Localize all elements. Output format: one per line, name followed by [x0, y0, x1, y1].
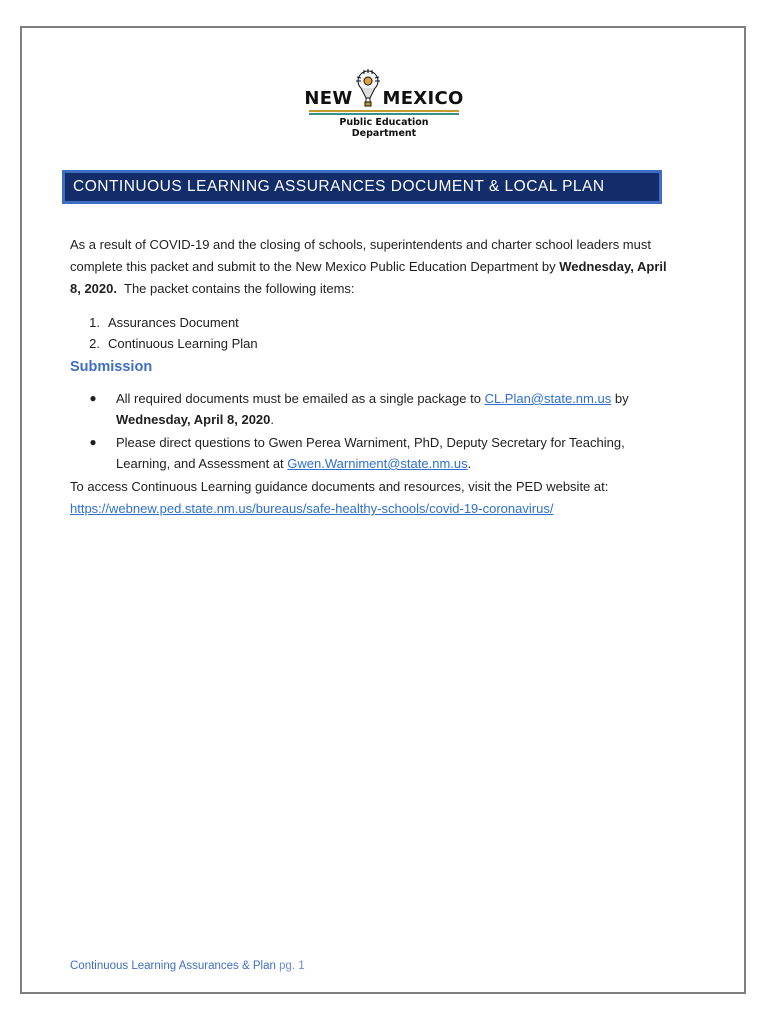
logo-rule-teal	[309, 113, 459, 115]
document-body	[70, 234, 670, 520]
access-paragraph: To access Continuous Learning guidance documents and resources, visit the PED website at:	[70, 479, 609, 494]
bullet-icon: ●	[89, 435, 97, 449]
intro-text: As a result of COVID-19 and the closing of schools, superintendents and charter school leaders must complete this packet and submit to the New Mexico Public Education Department by	[70, 237, 651, 274]
submission-bullets	[70, 388, 670, 474]
logo-word-new: NEW	[304, 88, 353, 109]
cl-plan-email-link[interactable]: CL.Plan@state.nm.us	[484, 391, 612, 406]
bullet1-deadline: Wednesday, April 8, 2020	[116, 412, 271, 427]
page-footer	[70, 960, 305, 972]
list-number: 1.	[89, 315, 100, 330]
bullet1-end: .	[270, 412, 275, 427]
list-item	[70, 312, 670, 333]
zia-balloon-icon	[354, 68, 382, 108]
submission-heading: Submission	[70, 359, 153, 375]
intro-deadline: Wednesday, April 8, 2020.	[70, 259, 667, 296]
ped-logo	[294, 68, 474, 160]
bullet1-text: All required documents must be emailed as a single package to	[116, 391, 481, 406]
ped-website-link[interactable]: https://webnew.ped.state.nm.us/bureaus/safe-healthy-schools/covid-19-coronavirus/	[70, 501, 554, 516]
logo-subtitle: Public Education Department	[339, 117, 429, 139]
bullet2-text: Please direct questions to Gwen Perea Warniment, PhD, Deputy Secretary for Teaching, Learning, and Assessment at	[116, 435, 625, 471]
bullet-icon: ●	[89, 391, 97, 405]
list-item	[70, 388, 670, 430]
logo-rule-gold	[309, 110, 459, 112]
bullet-text	[116, 432, 670, 474]
items-list	[70, 312, 670, 354]
bullet1-by: by	[614, 391, 629, 406]
list-label: Continuous Learning Plan	[108, 336, 258, 351]
footer-page-number: pg. 1	[279, 960, 305, 972]
intro-after: The packet contains the following items:	[124, 281, 355, 296]
website-paragraph	[70, 498, 670, 520]
bullet-text	[116, 388, 670, 430]
list-item	[70, 432, 670, 474]
logo-word-mexico: MEXICO	[382, 88, 464, 109]
list-item	[70, 333, 670, 354]
document-title-banner: CONTINUOUS LEARNING ASSURANCES DOCUMENT & LOCAL PLAN	[62, 170, 662, 204]
intro-paragraph	[70, 234, 670, 300]
list-number: 2.	[89, 336, 100, 351]
warniment-email-link[interactable]: Gwen.Warniment@state.nm.us	[287, 456, 468, 471]
bullet2-end: .	[467, 456, 472, 471]
footer-title: Continuous Learning Assurances & Plan	[70, 960, 276, 972]
list-label: Assurances Document	[108, 315, 239, 330]
